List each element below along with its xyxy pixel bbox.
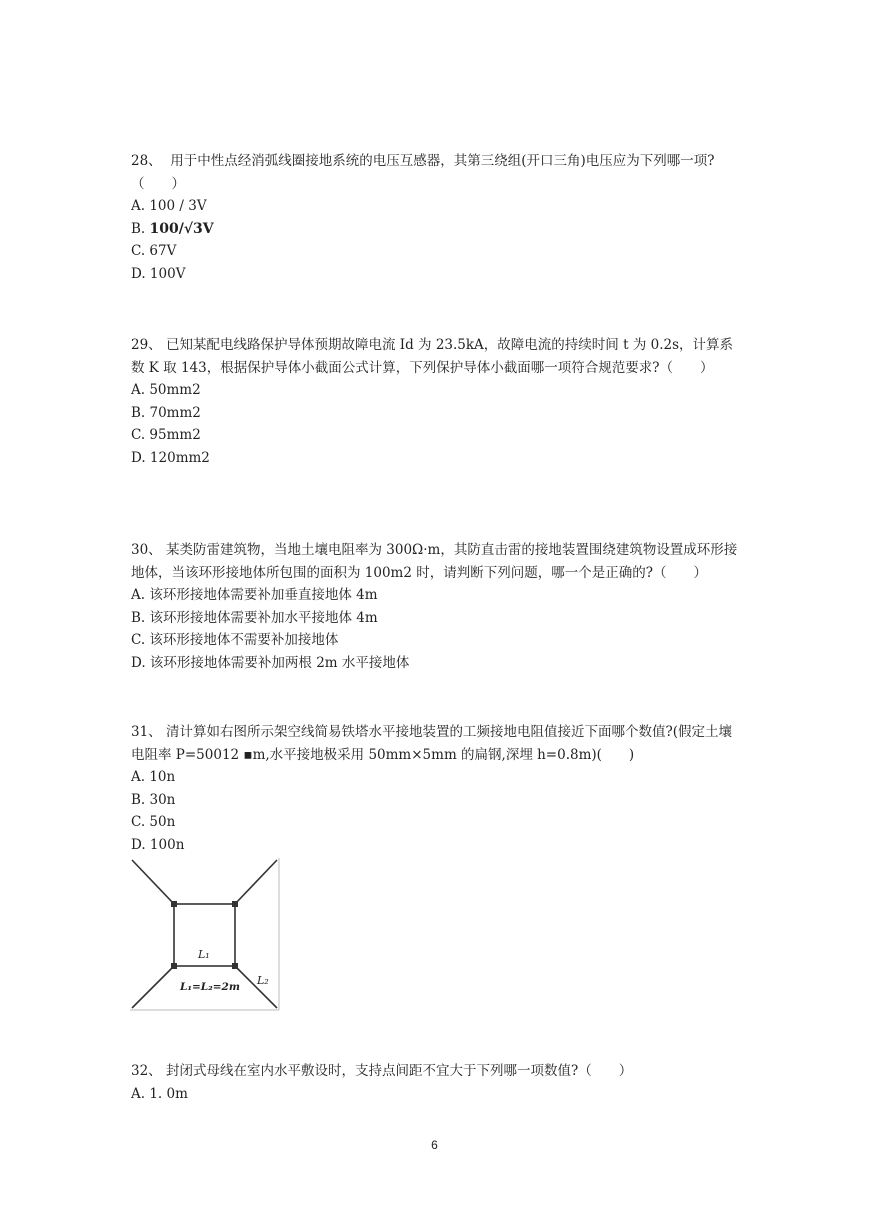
- question-29: [131, 334, 741, 469]
- diagonal-bottom-left: [132, 966, 174, 1008]
- option-d: D. 100n: [131, 836, 185, 853]
- node-bottom-right: [232, 963, 238, 969]
- label-length-equation: L₁=L₂=2m: [180, 981, 240, 993]
- diagonal-bottom-right: [235, 966, 277, 1008]
- label-l2: L₂: [257, 974, 269, 987]
- option-d: D. 该环形接地体需要补加两根 2m 水平接地体: [131, 654, 410, 671]
- label-l1: L₁: [198, 948, 210, 961]
- option-d: D. 100V: [131, 265, 186, 282]
- question-32: [131, 1060, 741, 1105]
- question-31: [131, 721, 741, 856]
- node-top-left: [171, 901, 177, 907]
- question-28: [131, 150, 741, 285]
- node-bottom-left: [171, 963, 177, 969]
- question-30: [131, 539, 741, 674]
- option-c: C. 该环形接地体不需要补加接地体: [131, 632, 339, 648]
- option-c: C. 95mm2: [131, 427, 201, 443]
- diagonal-top-left: [132, 860, 174, 904]
- option-b: B. 30n: [131, 791, 176, 808]
- question-stem: 28、 用于中性点经消弧线圈接地系统的电压互感器，其第三绕组(开口三角)电压应为下列哪一项?（ ）: [131, 153, 715, 192]
- option-b: B. 100/√3V: [131, 220, 214, 237]
- question-stem: 31、 清计算如右图所示架空线简易铁塔水平接地装置的工频接地电阻值接近下面哪个数值?(假定土壤电阻率 P=50012 ▪m,水平接地极采用 50mm×5mm 的扁钢,深埋 h=0.8m)( ): [131, 724, 732, 763]
- grounding-diagram: [130, 858, 282, 1012]
- question-stem: 32、 封闭式母线在室内水平敷设时，支持点间距不宜大于下列哪一项数值?（ ）: [131, 1063, 633, 1079]
- question-stem: 29、 已知某配电线路保护导体预期故障电流 Id 为 23.5kA，故障电流的持续时间 t 为 0.2s，计算系数 K 取 143，根据保护导体小截面公式计算，下列保护导体小截面哪一项符合规范要求?（ ）: [131, 337, 734, 376]
- option-a: A. 50mm2: [131, 382, 201, 398]
- diagonal-top-right: [235, 860, 277, 904]
- option-a: A. 10n: [131, 769, 176, 785]
- page-number: 6: [431, 1138, 438, 1152]
- option-a: A. 1. 0m: [131, 1085, 188, 1102]
- question-stem: 30、 某类防雷建筑物，当地土壤电阻率为 300Ω·m，其防直击雷的接地装置围绕建筑物设置成环形接地体，当该环形接地体所包围的面积为 100m2 时，请判断下列问题，哪一个是正确的?（ ）: [131, 542, 738, 581]
- option-c: C. 50n: [131, 814, 176, 830]
- option-a: A. 该环形接地体需要补加垂直接地体 4m: [131, 587, 378, 603]
- option-c: C. 67V: [131, 243, 177, 259]
- node-top-right: [232, 901, 238, 907]
- option-b: B. 70mm2: [131, 404, 201, 421]
- option-b: B. 该环形接地体需要补加水平接地体 4m: [131, 609, 378, 626]
- option-a: A. 100 / 3V: [131, 198, 207, 214]
- formula-100-over-sqrt3: 100/√3V: [149, 220, 214, 237]
- option-d: D. 120mm2: [131, 449, 210, 466]
